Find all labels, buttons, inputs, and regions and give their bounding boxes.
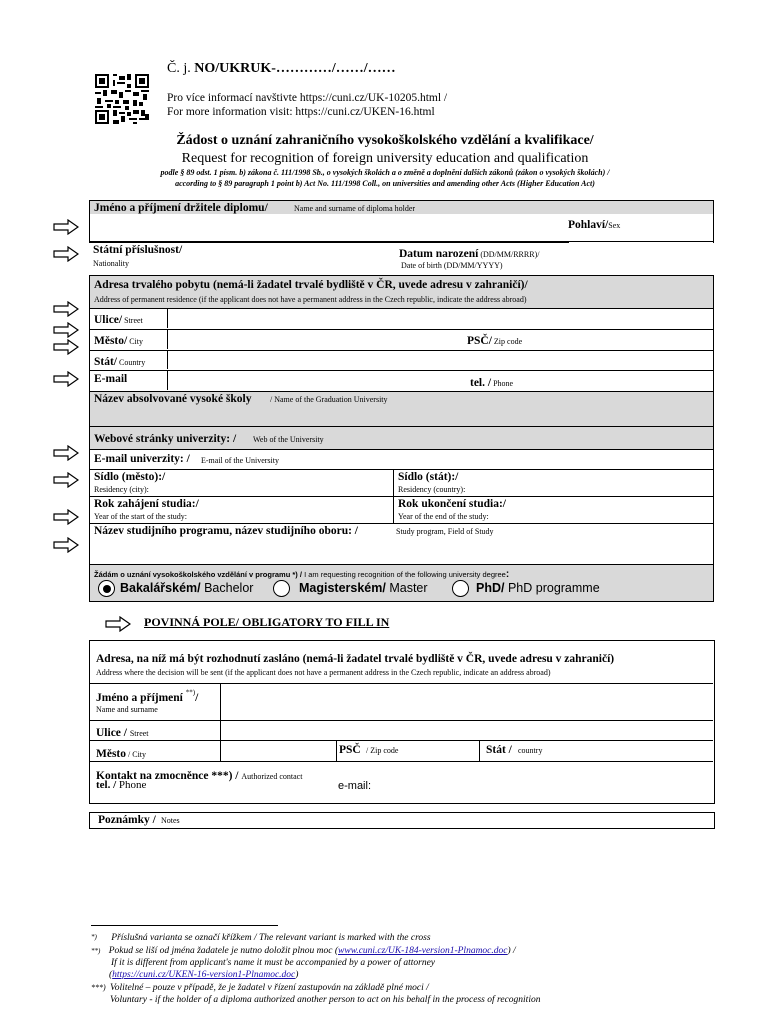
country-input[interactable]: [167, 351, 712, 369]
reference-number: Č. j. NO/UKRUK-…………/……/……: [167, 61, 396, 76]
city-input[interactable]: [167, 330, 712, 349]
footnote-1: *) Příslušná varianta se označí křížkem / The relevant variant is marked with the cross: [91, 933, 431, 943]
power-of-attorney-link-en[interactable]: https://cuni.cz/UKEN-16-version1-Plnamoc.doc: [112, 970, 296, 980]
arrow-right-icon: [53, 246, 79, 262]
arrow-right-icon: [105, 616, 131, 632]
divider: [89, 242, 569, 243]
delivery-street-input[interactable]: [220, 721, 714, 740]
delivery-country-input[interactable]: Stát / country: [479, 741, 714, 761]
university-email-field[interactable]: E-mail univerzity: / E-mail of the University: [89, 449, 714, 470]
radio-phd[interactable]: [452, 580, 469, 597]
title-cz: Žádost o uznání zahraničního vysokoškolského vzdělání a kvalifikace/: [176, 133, 594, 148]
email-input[interactable]: [167, 371, 712, 390]
power-of-attorney-link-cz[interactable]: www.cuni.cz/UK-184-version1-Plnamoc.doc: [338, 946, 508, 956]
study-start-field[interactable]: Rok zahájení studia:/ Year of the start of the study:: [90, 497, 394, 523]
title-en: Request for recognition of foreign university education and qualification: [181, 151, 589, 166]
authorized-email-field[interactable]: e-mail:: [338, 780, 372, 792]
university-web-field[interactable]: Webové stránky univerzity: / Web of the University: [89, 426, 714, 450]
street-label: Ulice/ Street: [94, 314, 143, 326]
radio-bachelor-label: Bakalářském/ Bachelor: [120, 581, 254, 595]
study-program-field[interactable]: Název studijního programu, název studijního oboru: / Study program, Field of Study: [89, 523, 714, 565]
arrow-right-icon: [53, 472, 79, 488]
delivery-street-label: Ulice / Street: [96, 727, 149, 739]
notes-field[interactable]: Poznámky / Notes: [89, 812, 715, 829]
arrow-right-icon: [53, 301, 79, 317]
delivery-title-en: Address where the decision will be sent (if the applicant does not have a permanent address in the Czech republic, indicate an address abroad): [96, 668, 551, 677]
arrow-right-icon: [53, 445, 79, 461]
nationality-field[interactable]: Státní příslušnost/ Nationality: [93, 244, 183, 268]
residency-country-field[interactable]: Sídlo (stát):/ Residency (country):: [398, 471, 466, 494]
dob-field[interactable]: Datum narození (DD/MM/RRRR)/ Date of birth (DD/MM/YYYY): [399, 248, 540, 270]
country-label: Stát/ Country: [94, 356, 146, 368]
authorized-phone-field[interactable]: tel. / Phone: [96, 779, 147, 791]
arrow-right-icon: [53, 371, 79, 387]
footnote-2: **) Pokud se liší od jména žadatele je nutno doložit plnou moc (www.cuni.cz/UK-184-version1-Plnamoc.doc) / If it is different from applicant's name it must be accompanied by a power of attorney (https://cuni.cz/UKEN-16-version1-Plnamoc.doc): [91, 946, 516, 980]
address-section-header: Adresa trvalého pobytu (nemá-li žadatel trvalé bydliště v ČR, uvede adresu v zahraničí)/ Address of permanent residence (if the applicant does not have a permanent address in the Czech republic, indicate the address abroad): [89, 275, 714, 309]
radio-bachelor[interactable]: [98, 580, 115, 597]
law-cz: podle § 89 odst. 1 písm. b) zákona č. 111/1998 Sb., o vysokých školách a o změně a doplnění dalších zákonů (zákon o vysokých školách) /: [160, 168, 610, 177]
info-link-cz: Pro více informací navštivte https://cuni.cz/UK-10205.html /: [167, 92, 448, 104]
delivery-city-input[interactable]: [220, 741, 336, 761]
arrow-right-icon: [53, 322, 79, 338]
obligatory-note: POVINNÁ POLE/ OBLIGATORY TO FILL IN: [144, 615, 390, 629]
arrow-right-icon: [53, 537, 79, 553]
radio-master[interactable]: [273, 580, 290, 597]
delivery-name-label-en: Name and surname: [96, 705, 158, 714]
university-name-field[interactable]: Název absolvované vysoké školy / Name of the Graduation University: [89, 391, 714, 427]
email-label: E-mail: [94, 373, 128, 385]
phone-label: tel. / Phone: [470, 377, 514, 389]
arrow-right-icon: [53, 219, 79, 235]
radio-phd-label: PhD/ PhD programme: [476, 581, 600, 595]
radio-master-label: Magisterském/ Master: [299, 581, 428, 595]
arrow-right-icon: [53, 339, 79, 355]
zip-label: PSČ/ Zip code: [467, 335, 523, 347]
arrow-right-icon: [53, 509, 79, 525]
delivery-zip-input[interactable]: PSČ / Zip code: [336, 741, 479, 761]
delivery-name-input[interactable]: [220, 684, 714, 720]
degree-request-section: Žádám o uznání vysokoškolského vzdělání v programu *) / I am requesting recognition of the following university degree:: [89, 564, 714, 602]
delivery-name-label: Jméno a příjmení **)/: [96, 688, 199, 704]
divider: [90, 761, 713, 762]
info-link-en: For more information visit: https://cuni.cz/UKEN-16.html: [167, 106, 435, 118]
street-input[interactable]: [167, 309, 712, 328]
sex-label: Pohlaví/Sex: [568, 219, 621, 231]
residency-city-field[interactable]: Sídlo (město):/ Residency (city):: [90, 470, 394, 496]
holder-name-label-row: Jméno a příjmení držitele diplomu/ Name and surname of diploma holder: [89, 200, 714, 215]
divider: [713, 214, 714, 243]
city-label: Město/ City: [94, 335, 143, 347]
study-end-field[interactable]: Rok ukončení studia:/ Year of the end of the study:: [398, 498, 507, 521]
delivery-title-cz: Adresa, na níž má být rozhodnutí zasláno (nemá-li žadatel trvalé bydliště v ČR, uvede adresu v zahraničí): [96, 653, 615, 665]
qr-code-icon: [95, 74, 149, 124]
delivery-city-label: Město / City: [96, 748, 147, 760]
footnote-3: ***) Volitelné – pouze v případě, že je žadatel v řízení zastupován na základě plné moci / Voluntary - if the holder of a diploma authorized another person to act on his behalf in the process of recognition: [91, 983, 541, 1005]
footnote-separator: [91, 925, 278, 926]
authorized-contact-label: Kontakt na zmocněnce ***) / Authorized contact: [96, 770, 303, 782]
law-en: according to § 89 paragraph 1 point b) Act No. 111/1998 Coll., on universities and amending other Acts (Higher Education Act): [175, 179, 595, 188]
